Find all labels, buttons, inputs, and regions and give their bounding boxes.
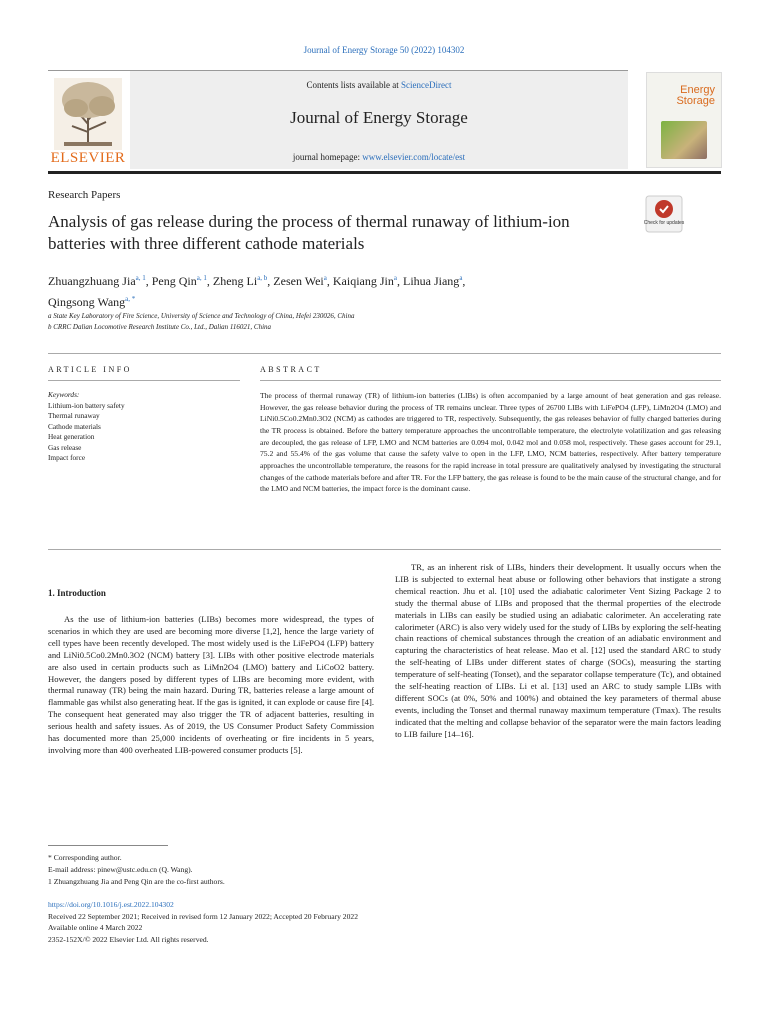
author-affil-marker: a	[459, 274, 463, 282]
check-updates-label: Check for updates	[643, 220, 685, 226]
journal-homepage-line	[130, 152, 628, 162]
author[interactable]	[152, 274, 207, 288]
keyword: Cathode materials	[48, 421, 101, 431]
author-name: Zhuangzhuang Jia	[48, 274, 136, 288]
author[interactable]	[48, 274, 146, 288]
introduction-paragraph-right: TR, as an inherent risk of LIBs, hinders their development. It usually occurs when the LIB is subjected to external heat abuse or following other behaviors that instigate a strong chemical reaction. Jhu et al. [10] used the adiabatic calorimeter Vent Sizing Package 2 to study the thermal abuse of LIBs and proposed that the thermal properties of the electrode materials in LIBs can easily be studied using an adiabatic calorimeter. An accelerating rate calorimeter (ARC) is also very widely used for the study of LIBs by exploring the self-heating chain reactions of chemical substances through the creation of an adiabatic environment and capturing the characteristics of heat release. Mao et al. [12] used the standard ARC to study the self-heating of LIBs under different states of charge (SOCs), measuring the starting temperature of self-heating (Tonset), and the separator collapse temperature (Tc), and obtained the self-heating reaction of LIBs. Li et al. [13] used an ARC to study sample LIBs with different SOCs (at 0%, 50% and 100%) and obtained the key parameters of thermal abuse events, including the Tonset and thermal runaway maximum temperature (Tmax). The results indicated that the melting and collapse behavior of the separator were the main factors leading to LIB failure [14–16].	[395, 562, 721, 739]
affiliation-a: a State Key Laboratory of Fire Science, University of Science and Technology of China, Hefei 230026, China	[48, 312, 355, 320]
abstract-text: The process of thermal runaway (TR) of lithium-ion batteries (LIBs) is often accompanied by a large amount of heat generation and gas release. However, the gas release behavior during the process of TR remains unclear. Three types of 26700 LIBs with LiFePO4 (LFP), LiMn2O4 (LMO) and LiNi0.5Co0.2Mn0.3O2 (NCM) as cathodes are triggered to TR, respectively. Subsequently, the gas releases behavior of fully charged batteries during the TR process is obtained. Before the battery temperature approaches the uncontrollable temperature, the electrolyte volatilization and gas releasing are decoupled, the gas release of LFP, LMO and NCM batteries are 0.094 mol, 0.042 mol and 0.058 mol, respectively. These gases account for 29.1, 75.2 and 55.4% of the gas volume that cause the safety valve to open in the LFP, LMO, NCM batteries, respectively. After battery temperature approaches the uncontrollable temperature, the reasons for the rapid increase in total pressure are qualitatively analysed by investigating the structural changes of the cathode materials before and after TR. For the LFP battery, the gas release is found to be the main cause of the structural change, and for the LMO and NCM batteries, the impact force is the dominant cause.	[260, 391, 721, 494]
doi-link[interactable]: https://doi.org/10.1016/j.est.2022.104302	[48, 900, 174, 909]
footnote-email[interactable]: E-mail address: pinew@ustc.edu.cn (Q. Wang).	[48, 864, 193, 874]
homepage-prefix: journal homepage:	[292, 152, 363, 162]
contents-available-line	[130, 80, 628, 90]
available-online: Available online 4 March 2022	[48, 923, 143, 932]
divider	[260, 380, 721, 381]
publication-info	[48, 899, 358, 945]
article-info-heading: ARTICLE INFO	[48, 365, 132, 374]
introduction-heading: 1. Introduction	[48, 588, 106, 598]
footnotes	[48, 852, 225, 888]
article-section-label: Research Papers	[48, 189, 121, 201]
author[interactable]	[333, 274, 397, 288]
contents-prefix: Contents lists available at	[306, 80, 401, 90]
author-name: Lihua Jiang	[402, 274, 460, 288]
keyword: Lithium-ion battery safety	[48, 400, 125, 410]
footnote-cofirst: 1 Zhuangzhuang Jia and Peng Qin are the co-first authors.	[48, 876, 225, 886]
keyword: Heat generation	[48, 432, 95, 441]
author-name: Qingsong Wang	[48, 295, 126, 309]
divider	[48, 549, 721, 550]
author-affil-marker: a, b	[257, 274, 268, 282]
author-name: Zheng Li	[212, 274, 258, 288]
cover-picture	[661, 121, 707, 159]
divider	[48, 380, 240, 381]
author-name: Kaiqiang Jin	[332, 274, 394, 288]
article-title: Analysis of gas release during the process of thermal runaway of lithium-ion batteries with three different cathode materials	[48, 212, 570, 253]
received-dates: Received 22 September 2021; Received in revised form 12 January 2022; Accepted 20 February 2022	[48, 911, 358, 921]
author-list: Zhuangzhuang Jia$^{a, 1}$, Peng Qin$^{a, 1}$, Zheng Li$^{a, b}$, Zesen Wei$^a$, Kaiqiang Jin$^a$, Lihua Jiang$^a$, Qingsong Wang$^{a, *}$	[48, 274, 466, 309]
divider	[48, 353, 721, 354]
affiliation-b: b CRRC Dalian Locomotive Research Institute Co., Ltd., Dalian 116021, China	[48, 323, 272, 331]
keyword: Impact force	[48, 453, 86, 462]
cover-title: Energy Storage	[676, 84, 715, 107]
author[interactable]	[273, 274, 327, 288]
author-affil-marker: a, 1	[196, 274, 207, 282]
author[interactable]	[48, 295, 135, 309]
journal-cover-image[interactable]	[646, 72, 722, 168]
author-name: Peng Qin	[151, 274, 197, 288]
author-affil-marker: a	[393, 274, 397, 282]
author-affil-marker: a	[323, 274, 327, 282]
homepage-link[interactable]: www.elsevier.com/locate/est	[362, 152, 466, 162]
journal-title: Journal of Energy Storage	[290, 108, 468, 127]
author-affil-marker: a, 1	[135, 274, 146, 282]
author[interactable]	[213, 274, 267, 288]
footnote-corresponding: * Corresponding author.	[48, 853, 122, 862]
copyright: 2352-152X/© 2022 Elsevier Ltd. All rights reserved.	[48, 934, 209, 944]
sciencedirect-link[interactable]: ScienceDirect	[401, 80, 452, 90]
keyword: Thermal runaway	[48, 411, 100, 420]
introduction-paragraph-left: As the use of lithium-ion batteries (LIBs) becomes more widespread, the types of scenarios in which they are used are becoming more diverse [1,2], hence the large variety of cell types have been recently developed. The most widely used is the LiFePO4 (LFP) battery and LiNi0.5Co0.2Mn0.3O2 (NCM) battery [3]. LIBs with other positive electrode materials are also used in certain products such as LiMn2O4 (LMO) battery and LiCoO2 battery. However, the dangers posed by different types of LIBs are becoming more evident, with thermal runaway (TR) being the main hazard. During TR, batteries release a large amount of flammable gas whilst also generating heat. If the gas is ignited, it can explode or cause fire [4]. The consequent heat generated may also trigger the TR of adjacent batteries, resulting in serious health and safety issues. As of 2019, the US Consumer Product Safety Commission has documented more than 25,000 incidents of overheating or fire incidents in 5 years, involving more than 400 overheated LIB-powered consumer products [5].	[48, 614, 374, 755]
author-affil-marker: a, *	[125, 295, 136, 303]
check-for-updates-icon[interactable]	[643, 196, 685, 232]
author-name: Zesen Wei	[273, 274, 324, 288]
author[interactable]	[403, 274, 462, 288]
keywords-label: Keywords:	[48, 390, 80, 399]
header-bottom-rule	[48, 171, 721, 174]
elsevier-wordmark: ELSEVIER	[50, 150, 126, 166]
footnote-rule	[48, 845, 168, 846]
keywords-block	[48, 390, 125, 464]
affiliations	[48, 311, 354, 333]
keyword: Gas release	[48, 442, 82, 452]
journal-citation[interactable]: Journal of Energy Storage 50 (2022) 104302	[303, 45, 465, 55]
abstract-heading: ABSTRACT	[260, 365, 322, 374]
